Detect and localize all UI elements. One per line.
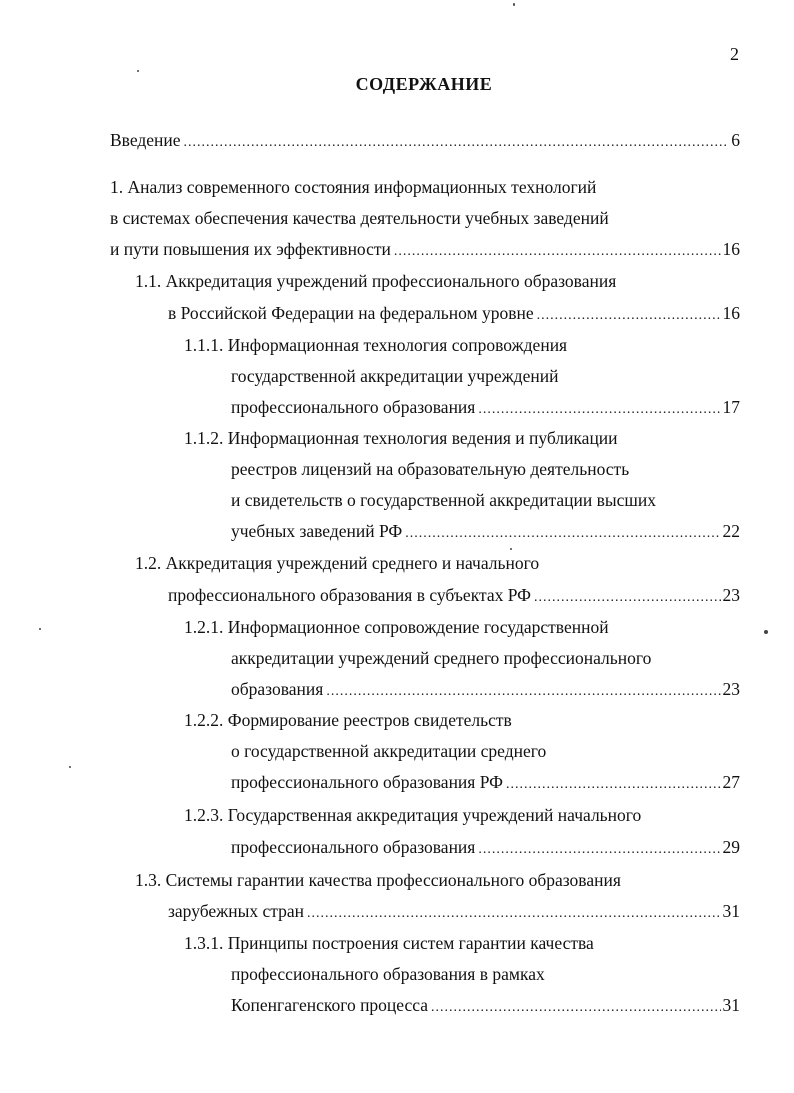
dot-leader (307, 904, 720, 924)
dot-leader (431, 998, 720, 1018)
dot-leader (326, 682, 720, 702)
toc-entry-title: Введение (110, 130, 181, 150)
toc-entry-title: профессионального образования (231, 397, 476, 417)
toc-entry-1-2-3[interactable] (231, 837, 740, 860)
toc-entry-1-3-1[interactable] (231, 995, 740, 1018)
toc-page-number: 16 (722, 239, 740, 259)
toc-entry-1-3-1-line-2: профессионального образования в рамках (231, 964, 545, 984)
toc-page-number: 17 (722, 397, 740, 417)
toc-page-number: 31 (722, 901, 740, 921)
toc-entry-1-2-1-line-1: 1.2.1. Информационное сопровождение государственной (184, 617, 609, 637)
toc-entry-title: Копенгагенского процесса (231, 995, 429, 1015)
page-number: 2 (730, 44, 739, 64)
toc-page-number: 31 (722, 995, 740, 1015)
dot-leader (394, 242, 721, 262)
toc-page-number: 27 (722, 772, 740, 792)
dot-leader (184, 133, 730, 153)
toc-entry-title: учебных заведений РФ (231, 521, 403, 541)
toc-entry-title: профессионального образования РФ (231, 772, 503, 792)
toc-entry-1-line-1: 1. Анализ современного состояния информационных технологий (110, 177, 597, 197)
dot-leader (537, 306, 721, 326)
toc-entry-1-1[interactable] (168, 303, 740, 326)
toc-entry-introduction[interactable] (110, 130, 740, 153)
toc-entry-title: образования (231, 679, 324, 699)
toc-entry-1-1-line-1: 1.1. Аккредитация учреждений профессионального образования (135, 271, 617, 291)
toc-entry-1-line-2: в системах обеспечения качества деятельности учебных заведений (110, 208, 609, 228)
scan-speck (137, 70, 139, 72)
toc-page-number: 22 (722, 521, 740, 541)
toc-entry-title: в Российской Федерации на федеральном уровне (168, 303, 534, 323)
dot-leader (478, 840, 720, 860)
toc-entry-1-1-1[interactable] (231, 397, 740, 420)
toc-entry-1-3-1-line-1: 1.3.1. Принципы построения систем гарантии качества (184, 933, 594, 953)
toc-entry-title: профессионального образования (231, 837, 476, 857)
toc-entry-1-1-2[interactable] (231, 521, 740, 544)
toc-entry-title: зарубежных стран (168, 901, 305, 921)
scan-speck (513, 3, 515, 6)
toc-entry-1-2-line-1: 1.2. Аккредитация учреждений среднего и начального (135, 553, 540, 573)
toc-entry-1-1-2-line-1: 1.1.2. Информационная технология ведения и публикации (184, 428, 618, 448)
scan-speck (510, 548, 512, 550)
toc-entry-1-2-3-line-1: 1.2.3. Государственная аккредитация учреждений начального (184, 805, 642, 825)
toc-entry-1-2-2-line-2: о государственной аккредитации среднего (231, 741, 547, 761)
toc-entry-1-2-2[interactable] (231, 772, 740, 795)
toc-page-number: 16 (722, 303, 740, 323)
scan-speck (69, 766, 71, 768)
toc-entry-1[interactable] (110, 239, 740, 262)
dot-leader (534, 588, 721, 608)
toc-page-number: 6 (731, 130, 740, 150)
toc-entry-1-2-1-line-2: аккредитации учреждений среднего профессионального (231, 648, 652, 668)
toc-entry-title: профессионального образования в субъектах РФ (168, 585, 531, 605)
toc-entry-1-3[interactable] (168, 901, 740, 924)
toc-entry-1-3-line-1: 1.3. Системы гарантии качества профессионального образования (135, 870, 621, 890)
dot-leader (405, 524, 720, 544)
toc-entry-1-1-2-line-3: и свидетельств о государственной аккредитации высших (231, 490, 657, 510)
toc-page-number: 29 (722, 837, 740, 857)
toc-entry-1-2[interactable] (168, 585, 740, 608)
page-title: СОДЕРЖАНИЕ (355, 74, 493, 94)
toc-entry-1-2-2-line-1: 1.2.2. Формирование реестров свидетельств (184, 710, 512, 730)
scan-speck (39, 628, 41, 630)
toc-page-number: 23 (722, 679, 740, 699)
toc-entry-1-1-1-line-2: государственной аккредитации учреждений (231, 366, 559, 386)
dot-leader (478, 400, 720, 420)
toc-entry-1-1-2-line-2: реестров лицензий на образовательную деятельность (231, 459, 630, 479)
scan-speck (764, 630, 768, 634)
toc-entry-1-2-1[interactable] (231, 679, 740, 702)
toc-page-number: 23 (722, 585, 740, 605)
toc-entry-title: и пути повышения их эффективности (110, 239, 391, 259)
dot-leader (506, 775, 721, 795)
toc-entry-1-1-1-line-1: 1.1.1. Информационная технология сопровождения (184, 335, 568, 355)
